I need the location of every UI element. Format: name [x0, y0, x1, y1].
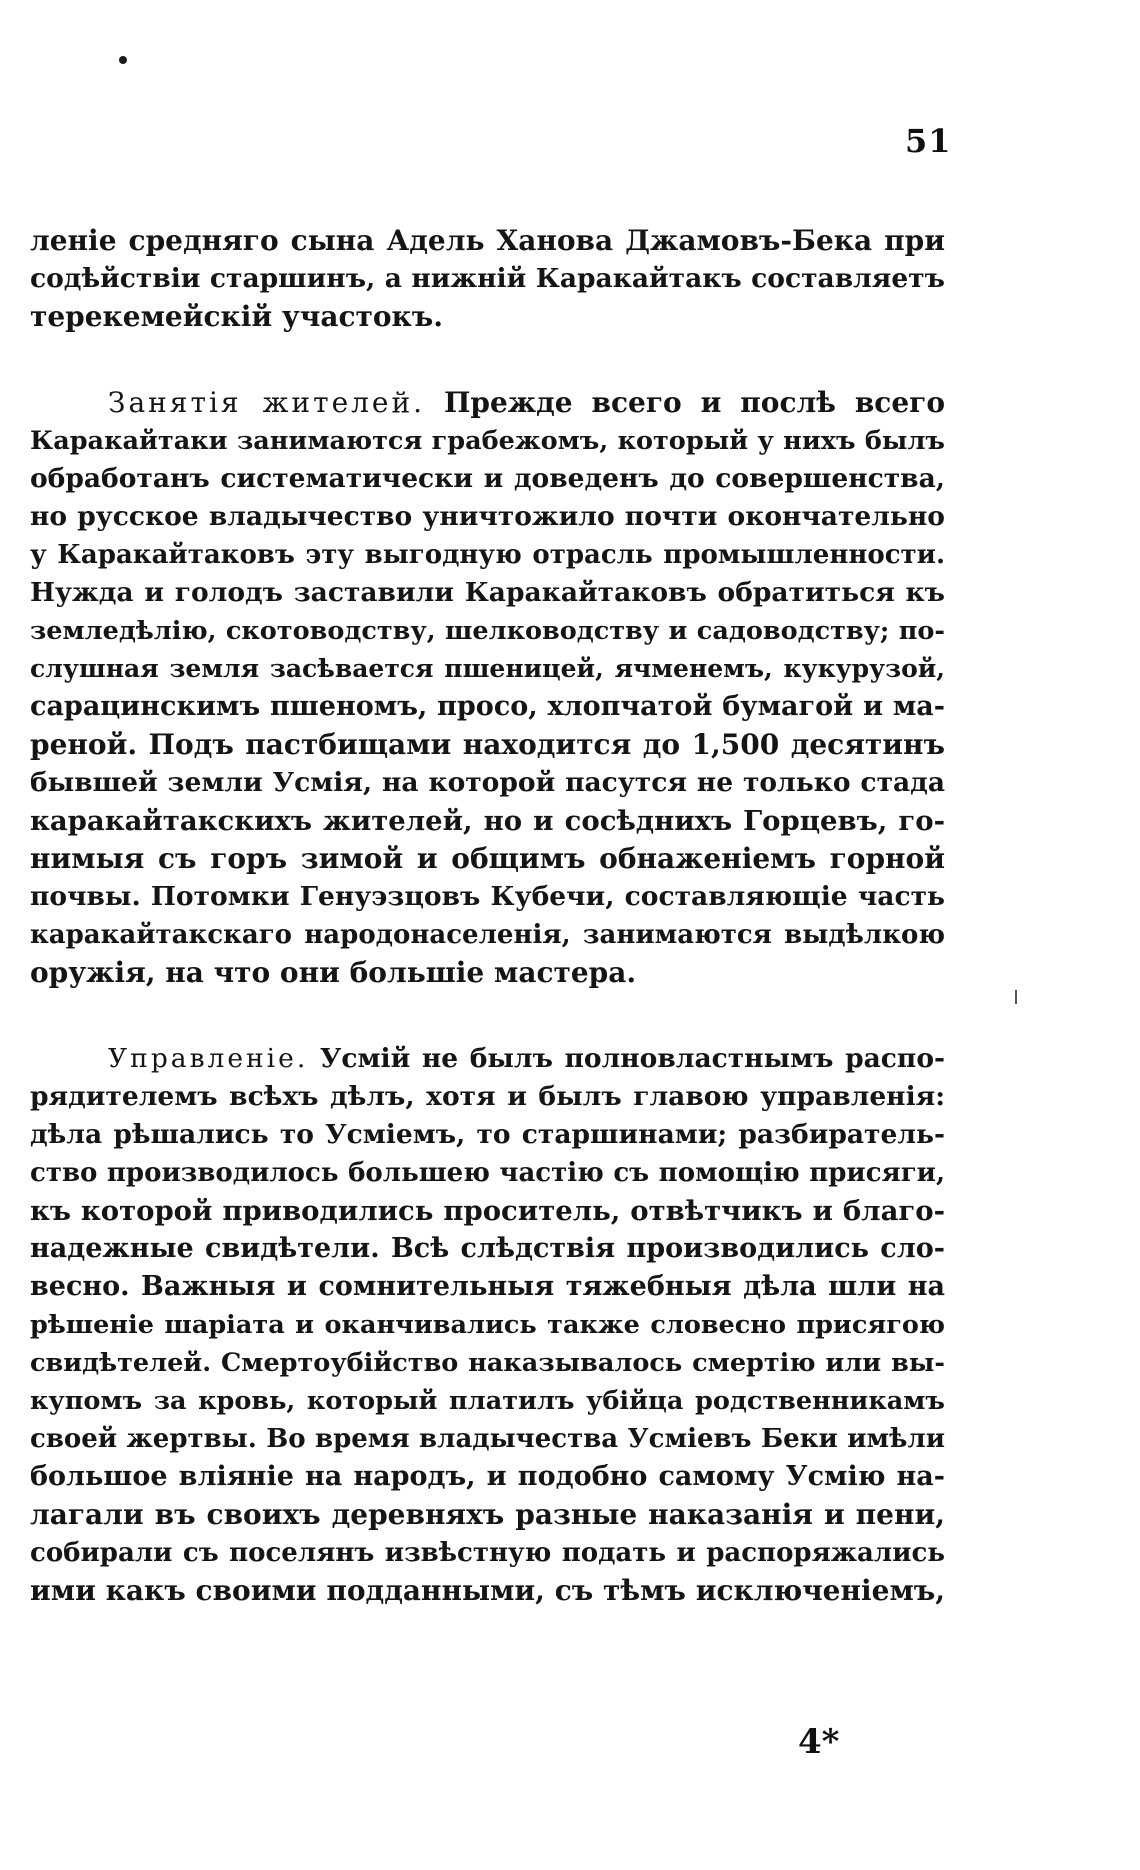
text-line: Нужда и голодъ заставили Каракайтаковъ обратиться къ [30, 577, 945, 608]
paragraph-continuation [30, 222, 945, 336]
text-line: рѣшенiе шарiата и оканчивались также словесно присягою [30, 1310, 945, 1340]
ink-mark [1015, 990, 1017, 1004]
paragraph-occupations [30, 384, 945, 992]
text-line-first [30, 384, 945, 422]
section-heading-occupations: Занятiя жителей. [108, 386, 426, 419]
text-line: у Каракайтаковъ эту выгодную отрасль промышленности. [30, 540, 945, 570]
text-line: собирали съ поселянъ извѣстную подать и распоряжались [30, 1538, 945, 1568]
printer-signature-mark: 4* [798, 1722, 840, 1762]
page-number: 51 [905, 122, 952, 160]
text-line: реной. Подъ пастбищами находится до 1,500 десятинъ [30, 728, 945, 761]
text-line: Каракайтаки занимаются грабежомъ, который у нихъ былъ [30, 426, 945, 456]
paragraph-governance [30, 1040, 945, 1610]
text-line: надежные свидѣтели. Всѣ слѣдствiя производились сло- [30, 1233, 945, 1264]
text-line: большое влiянiе на народъ, и подобно самому Усмiю на- [30, 1461, 945, 1492]
text-line: терекемейскiй участокъ. [30, 300, 443, 333]
text-line: ими какъ своими подданными, съ тѣмъ исключенiемъ, [30, 1574, 945, 1607]
text-line: ство производилось большею частiю съ помощiю присяги, [30, 1158, 945, 1188]
text-line: нимыя съ горъ зимой и общимъ обнаженiемъ горной [30, 842, 945, 875]
text-line: содѣйствiи старшинъ, а нижнiй Каракайтакъ составляетъ [30, 263, 945, 294]
text-line: купомъ за кровь, который платилъ убiйца родственникамъ [30, 1386, 945, 1416]
text-line: свидѣтелей. Смертоубiйство наказывалось смертiю или вы- [30, 1348, 945, 1378]
text-line: своей жертвы. Во время владычества Усмiевъ Беки имѣли [30, 1424, 945, 1454]
text-line: сарацинскимъ пшеномъ, просо, хлопчатой бумагой и ма- [30, 691, 945, 722]
text-fragment: Усмiй не былъ полновластнымъ распо- [308, 1043, 945, 1074]
text-line: слушная земля засѣвается пшеницей, ячменемъ, кукурузой, [30, 654, 945, 683]
paragraph-gap [30, 336, 945, 384]
text-line: но русское владычество уничтожило почти окончательно [30, 501, 945, 532]
text-fragment: Прежде всего и послѣ всего [425, 386, 945, 419]
text-line: каракайтакскаго народонаселенiя, занимаются выдѣлкою [30, 920, 945, 950]
text-line: рядителемъ всѣхъ дѣлъ, хотя и былъ главою управленiя: [30, 1081, 945, 1112]
text-line: дѣла рѣшались то Усмiемъ, то старшинами; разбиратель- [30, 1119, 945, 1150]
section-heading-governance: Управленiе. [108, 1043, 309, 1074]
text-line: ленiе средняго сына Адель Ханова Джамовъ-Бека при [30, 224, 945, 257]
text-line: оружiя, на что они большiе мастера. [30, 956, 637, 989]
text-line: къ которой приводились проситель, отвѣтчикъ и благо- [30, 1195, 945, 1227]
body-text [30, 222, 945, 1610]
ink-speck [119, 56, 127, 64]
text-line: каракайтакскихъ жителей, но и сосѣднихъ Горцевъ, го- [30, 805, 945, 837]
text-line: земледѣлiю, скотоводству, шелководству и садоводству; по- [30, 616, 945, 646]
text-line: обработанъ систематически и доведенъ до совершенства, [30, 463, 945, 494]
text-line: лагали въ своихъ деревняхъ разные наказанiя и пени, [30, 1498, 945, 1531]
text-line-first [30, 1040, 945, 1078]
paragraph-gap [30, 992, 945, 1040]
text-line: почвы. Потомки Генуэзцовъ Кубечи, составляющiе часть [30, 881, 945, 912]
text-line: весно. Важныя и сомнительныя тяжебныя дѣла шли на [30, 1271, 945, 1302]
text-line: бывшей земли Усмiя, на которой пасутся не только стада [30, 767, 945, 798]
